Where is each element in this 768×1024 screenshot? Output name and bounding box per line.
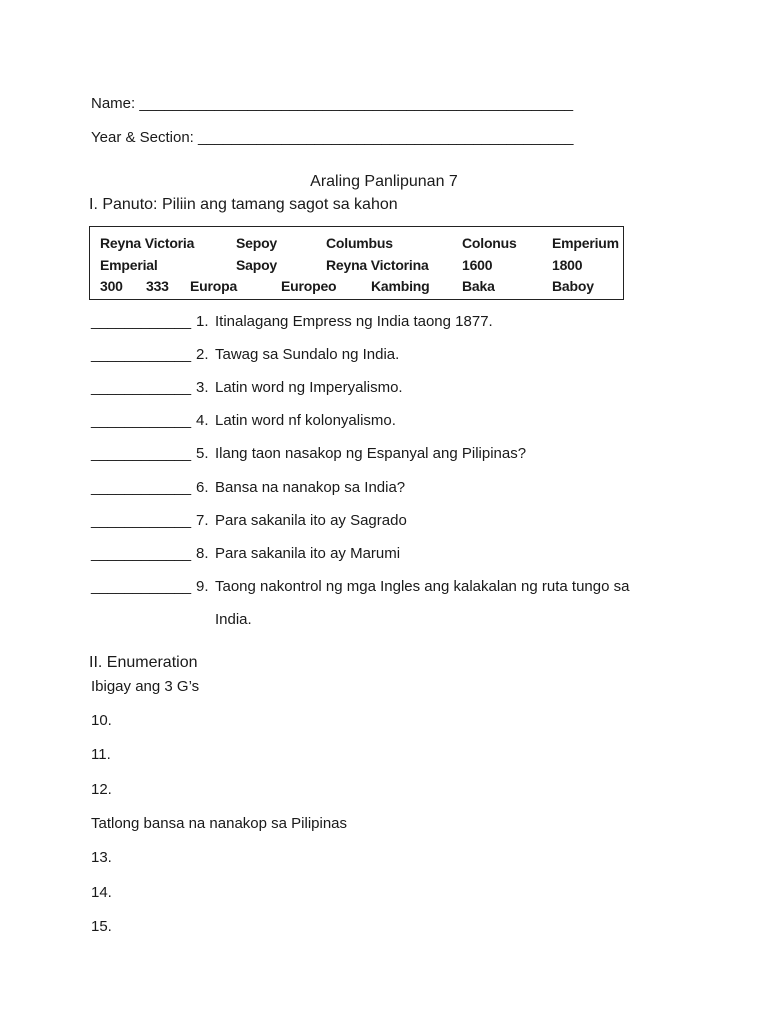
question-text: Latin word ng Imperyalismo. <box>215 379 403 396</box>
answer-blank[interactable]: ____________ <box>91 578 192 595</box>
part1-heading: I. Panuto: Piliin ang tamang sagot sa kahon <box>89 196 398 213</box>
question-number: 1. <box>196 313 209 330</box>
question-text-continuation: India. <box>215 611 252 628</box>
word-bank-item: Columbus <box>326 235 393 251</box>
word-bank-item: 300 <box>100 278 123 294</box>
question-text: Para sakanila ito ay Marumi <box>215 545 401 562</box>
question-number: 3. <box>196 379 209 396</box>
answer-blank[interactable]: ____________ <box>91 379 192 396</box>
part2-heading: II. Enumeration <box>89 654 198 671</box>
question-number: 6. <box>196 479 209 496</box>
question-number: 2. <box>196 346 209 363</box>
worksheet-title: Araling Panlipunan 7 <box>310 173 458 190</box>
word-bank-item: Baka <box>462 278 495 294</box>
name-line[interactable]: Name: ____________________________________________________ <box>91 95 574 112</box>
enumeration-prompt: Ibigay ang 3 G’s <box>91 678 200 695</box>
question-text: Latin word nf kolonyalismo. <box>215 412 396 429</box>
word-bank-item: Sepoy <box>236 235 278 251</box>
enumeration-item: 10. <box>91 712 112 729</box>
word-bank-item: 1800 <box>552 257 583 273</box>
enumeration-item: 15. <box>91 918 112 935</box>
answer-blank[interactable]: ____________ <box>91 412 192 429</box>
question-text: Bansa na nanakop sa India? <box>215 479 406 496</box>
question-text: Ilang taon nasakop ng Espanyal ang Pilipinas? <box>215 445 527 462</box>
word-bank-item: 1600 <box>462 257 493 273</box>
word-bank-item: Reyna Victoria <box>100 235 195 251</box>
answer-blank[interactable]: ____________ <box>91 545 192 562</box>
word-bank-item: Colonus <box>462 235 517 251</box>
question-text: Tawag sa Sundalo ng India. <box>215 346 400 363</box>
enumeration-item: 11. <box>91 746 111 763</box>
answer-blank[interactable]: ____________ <box>91 445 192 462</box>
answer-blank[interactable]: ____________ <box>91 479 192 496</box>
question-text: Para sakanila ito ay Sagrado <box>215 512 407 529</box>
enumeration-item: 13. <box>91 849 112 866</box>
year-section-line[interactable]: Year & Section: _____________________________________________ <box>91 129 574 146</box>
question-number: 4. <box>196 412 209 429</box>
answer-blank[interactable]: ____________ <box>91 313 192 330</box>
enumeration-item: 14. <box>91 884 112 901</box>
word-bank-item: Kambing <box>371 278 430 294</box>
word-bank-item: Reyna Victorina <box>326 257 429 273</box>
word-bank-item: Baboy <box>552 278 594 294</box>
word-bank-item: Europa <box>190 278 238 294</box>
enumeration-item: 12. <box>91 781 112 798</box>
answer-blank[interactable]: ____________ <box>91 512 192 529</box>
question-number: 5. <box>196 445 209 462</box>
word-bank-item: Emperium <box>552 235 619 251</box>
answer-blank[interactable]: ____________ <box>91 346 192 363</box>
word-bank-item: 333 <box>146 278 169 294</box>
question-text: Taong nakontrol ng mga Ingles ang kalakalan ng ruta tungo sa <box>215 578 630 595</box>
word-bank-item: Europeo <box>281 278 337 294</box>
word-bank-item: Sapoy <box>236 257 278 273</box>
enumeration-prompt: Tatlong bansa na nanakop sa Pilipinas <box>91 815 348 832</box>
question-number: 7. <box>196 512 209 529</box>
question-number: 9. <box>196 578 209 595</box>
word-bank-item: Emperial <box>100 257 158 273</box>
question-text: Itinalagang Empress ng India taong 1877. <box>215 313 493 330</box>
question-number: 8. <box>196 545 209 562</box>
word-bank-box <box>89 226 624 300</box>
